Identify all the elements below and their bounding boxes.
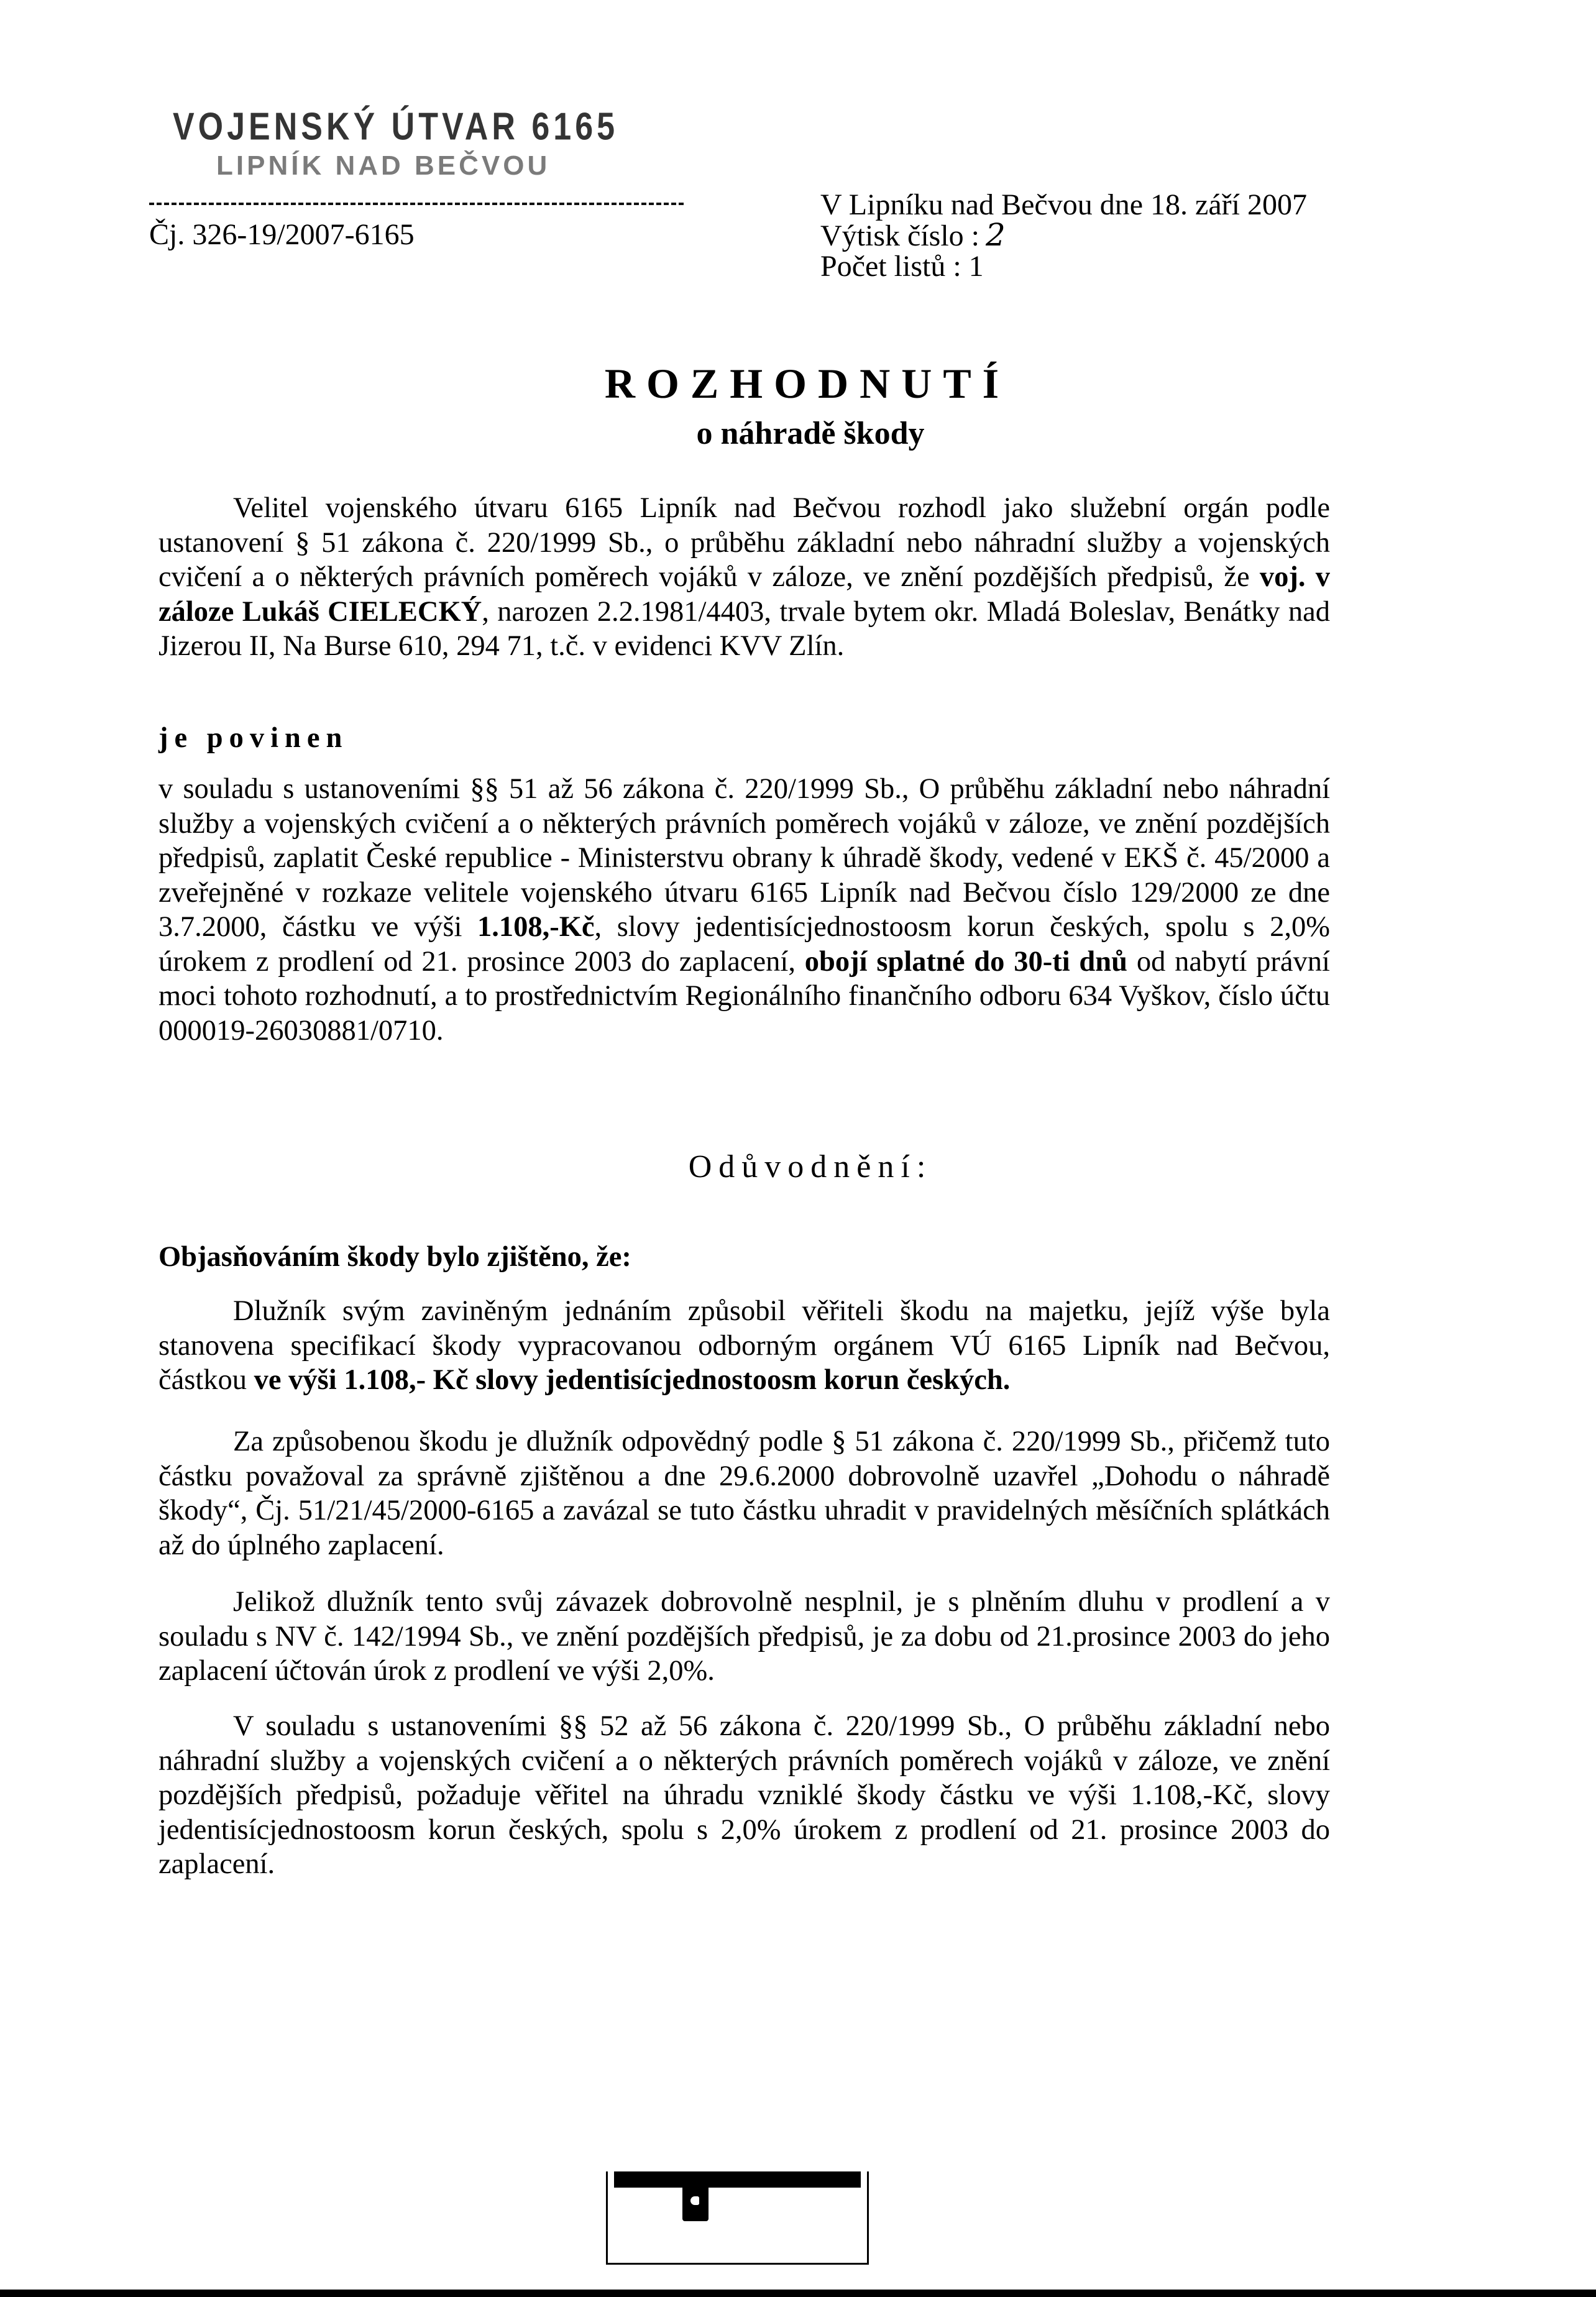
reasoning-p1-text: Dlužník svým zaviněným jednáním způsobil věřiteli škodu na majetku, jejíž výše byla stanovena specifikací škody vypracovanou odborným orgánem VÚ 6165 Lipník nad Bečvou, částkou <box>158 1295 1330 1396</box>
binding-mark-tab <box>682 2171 709 2221</box>
binding-mark <box>606 2171 869 2265</box>
binding-mark-bar <box>614 2171 861 2188</box>
copy-number-value: 2 <box>986 217 1006 253</box>
reference-number: Čj. 326-19/2007-6165 <box>149 218 415 251</box>
amount: 1.108,-Kč <box>477 911 595 943</box>
obligation-text-3: od nabytí právní moci tohoto rozhodnutí, a to prostřednictvím Regionálního finančního odboru 634 Vyškov, číslo účtu 000019-26030881/0710. <box>158 945 1330 1047</box>
reasoning-p1-amount: ve výši 1.108,- Kč slovy jedentisícjednostoosm korun českých. <box>254 1364 1011 1396</box>
document-subtitle: o náhradě škody <box>696 416 925 451</box>
reasoning-paragraph-3: Jelikož dlužník tento svůj závazek dobrovolně nesplnil, je s plněním dluhu v prodlení a v souladu s NV č. 142/1994 Sb., ve znění pozdějších předpisů, je za dobu od 21.prosince 2003 do jeho zaplacení účtován úrok z prodlení ve výši 2,0%. <box>158 1586 1330 1687</box>
reasoning-heading: Odůvodnění: <box>688 1149 933 1185</box>
obligation-text-1: v souladu s ustanoveními §§ 51 až 56 zákona č. 220/1999 Sb., O průběhu základní nebo náhradní služby a vojenských cvičení a o některých právních poměrech vojáků v záloze, ve znění pozdějších předpisů, zaplatit České republice - Ministerstvu obrany k úhradě škody, vedené v EKŠ č. 45/2000 a zveřejněné v rozkaze velitele vojenského útvaru 6165 Lipník nad Bečvou číslo 129/2000 ze dne 3.7.2000, částku ve výši <box>158 773 1330 943</box>
binding-mark-dot <box>690 2196 699 2205</box>
dashed-divider <box>149 203 684 205</box>
debtor-name: voj. v záloze Lukáš CIELECKÝ <box>158 561 1330 628</box>
sheet-count <box>820 251 1307 282</box>
sheet-count-value: 1 <box>968 250 984 283</box>
stamp-unit-name: VOJENSKÝ ÚTVAR 6165 <box>173 105 619 149</box>
due-term: obojí splatné do 30-ti dnů <box>804 945 1128 978</box>
copy-number-label: Výtisk číslo : <box>820 219 980 252</box>
reasoning-subheading: Objasňováním škody bylo zjištěno, že: <box>158 1241 631 1273</box>
document-meta <box>820 190 1307 282</box>
reasoning-paragraph-4: V souladu s ustanoveními §§ 52 až 56 zákona č. 220/1999 Sb., O průběhu základní nebo náhradní služby a vojenských cvičení a o některých právních poměrech vojáků v záloze, ve znění pozdějších předpisů, požaduje věřitel na úhradu vzniklé škody částku ve výši 1.108,-Kč, slovy jedentisícjednostoosm korun českých, spolu s 2,0% úrokem z prodlení od 21. prosince 2003 do zaplacení. <box>158 1710 1330 1880</box>
intro-paragraph <box>158 491 1330 664</box>
sheet-count-label: Počet listů : <box>820 250 961 283</box>
reasoning-paragraph-2: Za způsobenou škodu je dlužník odpovědný podle § 51 zákona č. 220/1999 Sb., přičemž tuto částku považoval za správně zjištěnou a dne 29.6.2000 dobrovolně uzavřel „Dohodu o náhradě škody“, Čj. 51/21/45/2000-6165 a zavázal se tuto částku uhradit v pravidelných měsíčních splátkách až do úplného zaplacení. <box>158 1426 1330 1561</box>
obligation-heading <box>158 721 1330 756</box>
stamp-location: LIPNÍK NAD BEČVOU <box>216 150 551 181</box>
place-date: V Lipníku nad Bečvou dne 18. září 2007 <box>820 188 1307 221</box>
intro-text-end: , narozen 2.2.1981/4403, trvale bytem okr. Mladá Boleslav, Benátky nad Jizerou II, Na Burse 610, 294 71, t.č. v evidenci KVV Zlín. <box>158 595 1330 662</box>
document-title: ROZHODNUTÍ <box>604 360 1011 407</box>
reasoning-paragraph-1 <box>158 1294 1330 1398</box>
obligation-paragraph <box>158 772 1330 1048</box>
scan-bottom-edge <box>0 2290 1596 2297</box>
intro-text: Velitel vojenského útvaru 6165 Lipník nad Bečvou rozhodl jako služební orgán podle ustanovení § 51 zákona č. 220/1999 Sb., o průběhu základní nebo náhradní služby a vojenských cvičení a o některých právních poměrech vojáků v záloze, ve znění pozdějších předpisů, že <box>158 492 1330 593</box>
copy-number <box>820 217 1307 253</box>
obligation-text-2: , slovy jedentisícjednostoosm korun českých, spolu s 2,0% úrokem z prodlení od 21. prosince 2003 do zaplacení, <box>158 911 1330 978</box>
unit-stamp <box>173 104 618 181</box>
obligation-heading-text: je povinen <box>158 722 349 754</box>
